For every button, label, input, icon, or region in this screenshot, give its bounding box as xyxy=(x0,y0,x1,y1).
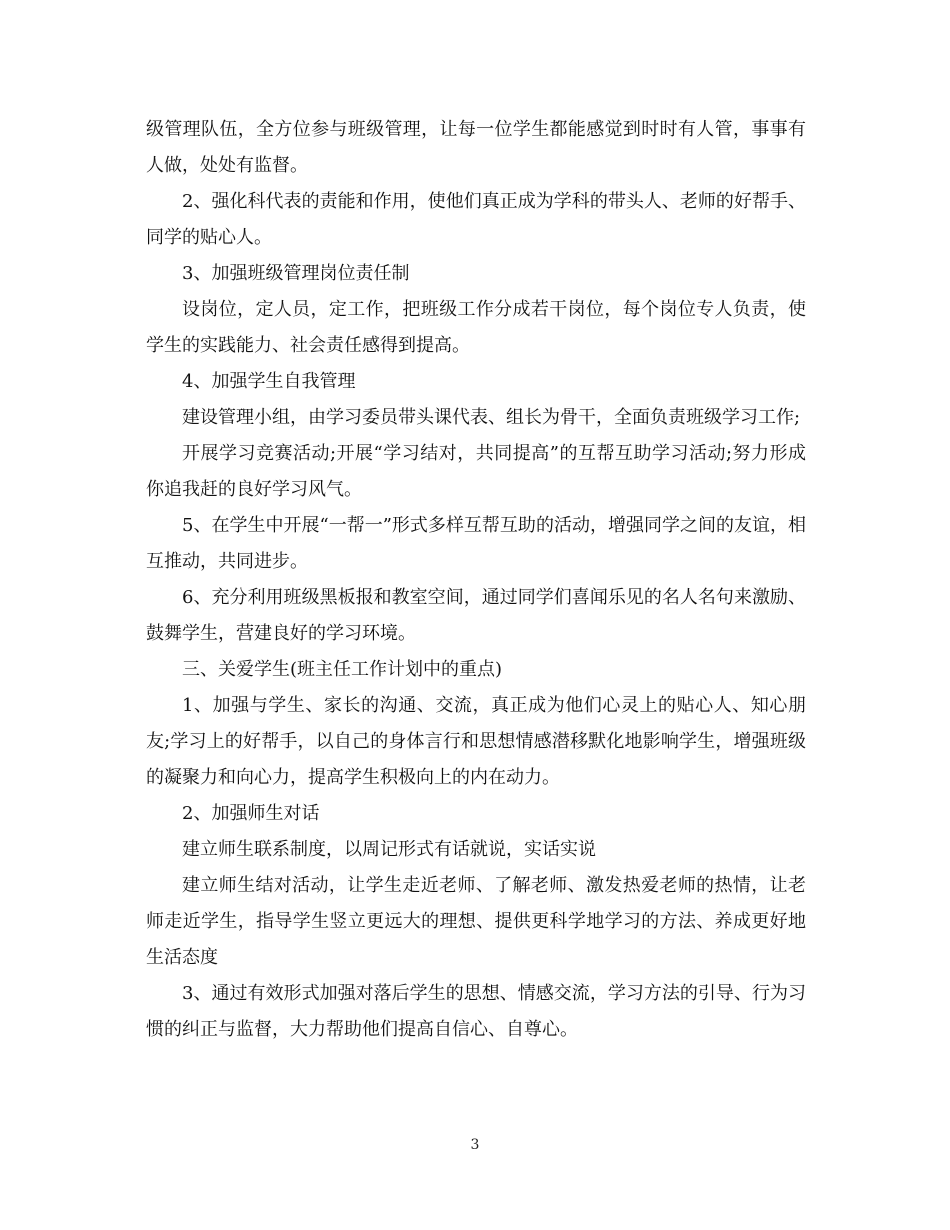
paragraph-heading-dialogue: 2、加强师生对话 xyxy=(182,803,320,824)
paragraph-care-3: 3、通过有效形式加强对落后学生的思想、情感交流，学习方法的引导、行为习惯的纠正与监督，大力帮助他们提高自信心、自尊心。 xyxy=(146,983,806,1040)
document-body xyxy=(146,112,806,1048)
paragraph-care-1: 1、加强与学生、家长的沟通、交流，真正成为他们心灵上的贴心人、知心朋友;学习上的好帮手，以自己的身体言行和思想情感潜移默化地影响学生，增强班级的凝聚力和向心力，提高学生积极向上的内在动力。 xyxy=(146,695,806,788)
paragraph-pairing: 建立师生结对活动，让学生走近老师、了解老师、激发热爱老师的热情，让老师走近学生，指导学生竖立更远大的理想、提供更科学地学习的方法、养成更好地生活态度 xyxy=(146,875,806,968)
paragraph-heading-4: 4、加强学生自我管理 xyxy=(182,371,356,392)
paragraph-continuation: 级管理队伍，全方位参与班级管理，让每一位学生都能感觉到时时有人管，事事有人做，处处有监督。 xyxy=(146,119,806,176)
paragraph-item-6: 6、充分利用班级黑板报和教室空间，通过同学们喜闻乐见的名人名句来激励、鼓舞学生，营建良好的学习环境。 xyxy=(146,587,806,644)
section-heading-care: 三、关爱学生(班主任工作计划中的重点) xyxy=(182,659,503,680)
paragraph-heading-3: 3、加强班级管理岗位责任制 xyxy=(182,263,410,284)
paragraph-management-group: 建设管理小组，由学习委员带头课代表、组长为骨干，全面负责班级学习工作; xyxy=(182,407,801,428)
paragraph-item-2: 2、强化科代表的责能和作用，使他们真正成为学科的带头人、老师的好帮手、同学的贴心人。 xyxy=(146,191,806,248)
paragraph-item-5: 5、在学生中开展“一帮一”形式多样互帮互助的活动，增强同学之间的友谊，相互推动，共同进步。 xyxy=(146,515,806,572)
paragraph-post-duties: 设岗位，定人员，定工作，把班级工作分成若干岗位，每个岗位专人负责，使学生的实践能力、社会责任感得到提高。 xyxy=(146,299,806,356)
paragraph-competition: 开展学习竞赛活动;开展“学习结对，共同提高”的互帮互助学习活动;努力形成你追我赶的良好学习风气。 xyxy=(146,443,806,500)
paragraph-contact-system: 建立师生联系制度，以周记形式有话就说，实话实说 xyxy=(182,839,596,860)
page-number: 3 xyxy=(470,1137,480,1153)
